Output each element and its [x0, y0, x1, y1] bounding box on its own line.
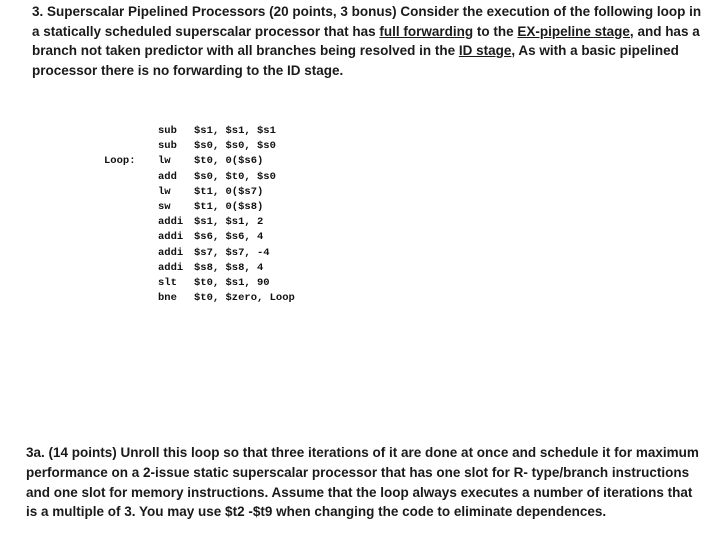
- code-line-label: [104, 261, 158, 276]
- code-line-label: [104, 246, 158, 261]
- code-line: [104, 154, 295, 169]
- code-line-label: [104, 185, 158, 200]
- code-line-operands: $t1, 0($s7): [194, 185, 264, 198]
- code-line: [104, 215, 295, 230]
- question-3a: [26, 443, 702, 522]
- underlined-id-stage: ID stage: [458, 43, 512, 58]
- code-line: [104, 124, 295, 139]
- code-line-operands: $s0, $t0, $s0: [194, 170, 276, 183]
- code-line-operands: $s1, $s1, $s1: [194, 125, 276, 137]
- problem-text-3: and has a branch not taken predictor with all branches being resolved in the: [32, 23, 700, 58]
- code-line-opcode: slt: [158, 276, 177, 289]
- code-line-label: Loop:: [104, 155, 136, 168]
- code-line-label: [104, 215, 158, 230]
- code-line-operands: $t0, $s1, 90: [194, 276, 270, 289]
- problem-statement: [32, 2, 702, 80]
- code-line-opcode: lw: [158, 185, 171, 198]
- code-line-label: [104, 124, 158, 139]
- underlined-ex-stage: EX-pipeline stage,: [517, 23, 634, 39]
- question-text: Unroll this loop so that three iterations of it are done at once and schedule it for maximum performance on a 2-issue static superscalar processor that has one slot for R- type/branch instructions and one slot for memory instructions. Assume that the loop always executes a number of iterations that is a multiple of 3. You may use $t2 -$t9 when changing the code to eliminate dependences.: [26, 445, 699, 520]
- code-line-operands: $s0, $s0, $s0: [194, 140, 276, 153]
- code-line-opcode: addi: [158, 246, 184, 259]
- problem-heading: 3. Superscalar Pipelined Processors (20 points, 3 bonus): [32, 4, 397, 19]
- code-line-label: [104, 230, 158, 245]
- code-line: [104, 246, 295, 261]
- code-line-opcode: addi: [158, 231, 184, 244]
- code-line: [104, 261, 295, 276]
- problem-text-4: , As with a basic pipelined processor there is no forwarding to the ID stage.: [32, 43, 679, 78]
- code-line-operands: $s7, $s7, -4: [194, 246, 270, 259]
- code-line-label: [104, 276, 158, 291]
- question-heading: 3a. (14 points): [26, 445, 117, 460]
- problem-text-1: Consider the execution of the following loop in a statically scheduled superscalar processor that has: [32, 4, 702, 39]
- code-line: [104, 170, 295, 185]
- code-line: [104, 291, 295, 306]
- code-line: [104, 200, 295, 215]
- code-line: [104, 230, 295, 245]
- code-line-label: [104, 170, 158, 185]
- code-line-opcode: sub: [158, 140, 177, 153]
- code-line-operands: $s6, $s6, 4: [194, 231, 264, 244]
- code-line-operands: $s8, $s8, 4: [194, 261, 264, 274]
- code-line-operands: $s1, $s1, 2: [194, 216, 264, 229]
- code-line-opcode: addi: [158, 261, 184, 274]
- assembly-code-block: [104, 124, 295, 306]
- code-line: [104, 276, 295, 291]
- code-line-operands: $t0, 0($s6): [194, 155, 264, 168]
- code-line-opcode: lw: [158, 155, 171, 168]
- code-line-opcode: addi: [158, 216, 184, 229]
- code-line-opcode: add: [158, 170, 177, 183]
- underlined-full-forwarding: full forwarding: [379, 23, 474, 39]
- code-line-opcode: bne: [158, 292, 177, 305]
- code-line-operands: $t0, $zero, Loop: [194, 292, 295, 305]
- code-line-operands: $t1, 0($s8): [194, 200, 264, 213]
- code-line-label: [104, 291, 158, 306]
- code-line-label: [104, 200, 158, 215]
- code-line: [104, 139, 295, 154]
- code-line-opcode: sw: [158, 200, 171, 213]
- code-line-label: [104, 139, 158, 154]
- code-line: [104, 185, 295, 200]
- code-line-opcode: sub: [158, 125, 177, 137]
- problem-text-2: to the: [473, 23, 518, 39]
